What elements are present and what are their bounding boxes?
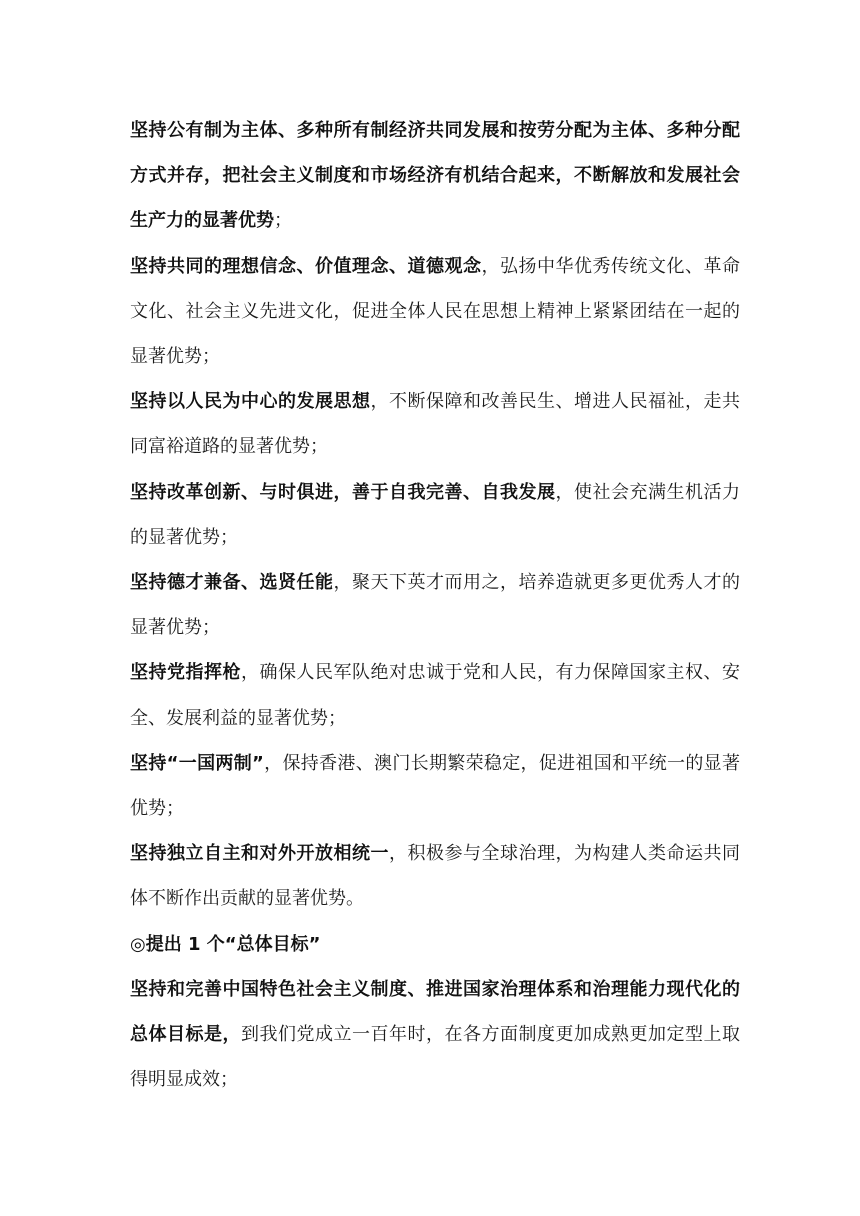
paragraph-text: ； (274, 210, 292, 232)
paragraph-bold-text: 坚持“一国两制” (130, 752, 264, 774)
paragraph-text: ，不断保障和改善民生、增进人民福祉，走共同富裕道路的显著优势； (130, 391, 740, 458)
paragraph-independence-openness (130, 831, 740, 921)
paragraph-text: ，保持香港、澳门长期繁荣稳定，促进祖国和平统一的显著优势； (130, 752, 740, 820)
paragraph-bold-text: 坚持德才兼备、选贤任能 (130, 572, 334, 594)
paragraph-military (130, 650, 740, 740)
document-body (130, 108, 740, 1102)
paragraph-overall-goal (130, 967, 740, 1103)
paragraph-bold-text: 坚持以人民为中心的发展思想 (130, 391, 371, 413)
paragraph-bold-text: 坚持和完善中国特色社会主义制度、推进国家治理体系和治理能力现代化的总体目标是， (130, 978, 740, 1046)
paragraph-text: ，使社会充满生机活力的显著优势； (130, 481, 740, 548)
paragraph-text: 到我们党成立一百年时，在各方面制度更加成熟更加定型上取得明显成效； (130, 1024, 740, 1091)
paragraph-bold-text: 坚持独立自主和对外开放相统一 (130, 843, 389, 865)
paragraph-bold-text: 坚持公有制为主体、多种所有制经济共同发展和按劳分配为主体、多种分配方式并存，把社会主义制度和市场经济有机结合起来，不断解放和发展社会生产力的显著优势 (130, 120, 740, 232)
paragraph-text: ，积极参与全球治理，为构建人类命运共同体不断作出贡献的显著优势。 (130, 843, 740, 910)
paragraph-people-centered (130, 379, 740, 469)
paragraph-ideals (130, 244, 740, 380)
paragraph-ownership (130, 108, 740, 244)
section-heading: ◎提出 1 个“总体目标” (130, 933, 321, 955)
paragraph-text: ，确保人民军队绝对忠诚于党和人民，有力保障国家主权、安全、发展利益的显著优势； (130, 662, 740, 729)
paragraph-text: ，弘扬中华优秀传统文化、革命文化、社会主义先进文化，促进全体人民在思想上精神上紧紧团结在一起的显著优势； (130, 255, 740, 368)
paragraph-bold-text: 坚持改革创新、与时俱进，善于自我完善、自我发展 (130, 481, 556, 503)
paragraph-bold-text: 坚持共同的理想信念、价值理念、道德观念 (130, 255, 482, 277)
paragraph-talent (130, 560, 740, 650)
paragraph-bold-text: 坚持党指挥枪 (130, 662, 241, 684)
paragraph-one-country-two-systems (130, 741, 740, 831)
paragraph-text: ，聚天下英才而用之，培养造就更多更优秀人才的显著优势； (130, 572, 740, 639)
paragraph-reform (130, 470, 740, 560)
